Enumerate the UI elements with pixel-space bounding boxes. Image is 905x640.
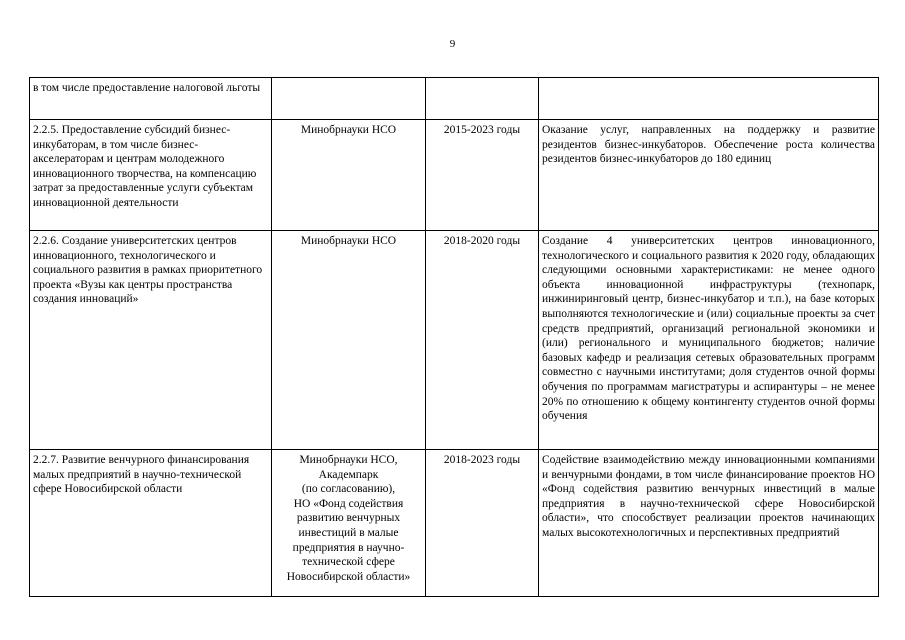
period-cell (426, 120, 539, 231)
result-cell (539, 231, 879, 450)
period-text: 2018-2020 годы (443, 235, 521, 247)
period-text: 2015-2023 годы (443, 124, 521, 136)
result-text: Создание 4 университетских центров инновационного, технологического и социального развития к 2020 году, обладающих следующими основными характеристиками: не менее одного объекта инновационной инфраструктуры (технопарк, инжиниринговый центр, бизнес-инкубатор и т.п.), на базе которых выполняются технологические и (или) социальные проекты за счет средств предприятий, организаций региональной экономики и (или) регионального и муниципального бюджетов; наличие базовых кафедр и реализация сетевых образовательных программ совместно с научными институтами; доля студентов очной формы обучения по программам магистратуры и аспирантуры – не менее 20% по отношению к общему контингенту студентов очной формы обучения (542, 235, 875, 423)
task-text: 2.2.6. Создание университетских центров инновационного, технологического и социального развития в рамках приоритетного проекта «Вузы как центры пространства создания инноваций» (33, 235, 263, 306)
executor-cell (272, 450, 426, 597)
result-cell (539, 78, 879, 120)
executor-text: Минобрнауки НСО, Академпарк (по согласованию), НО «Фонд содействия развитию венчурных инвестиций в малые предприятия в научно-технической сфере Новосибирской области» (286, 454, 411, 583)
table-row (30, 231, 879, 450)
table-row (30, 78, 879, 120)
task-text: 2.2.5. Предоставление субсидий бизнес-инкубаторам, в том числе бизнес-акселераторам и центрам молодежного инновационного творчества, на компенсацию затрат за предоставленные услуги субъектам инновационной деятельности (33, 124, 257, 209)
activities-table (29, 77, 879, 597)
executor-cell (272, 231, 426, 450)
result-text: Содействие взаимодействию между инновационными компаниями и венчурными фондами, в том числе финансирование проектов НО «Фонд содействия развитию венчурных инвестиций в малые предприятия в научно-технической сфере Новосибирской области», что способствует реализации проектов начинающих малых высокотехнологичных и перспективных предприятий (542, 454, 875, 539)
table-row (30, 120, 879, 231)
period-cell (426, 78, 539, 120)
result-cell (539, 120, 879, 231)
task-cell (30, 78, 272, 120)
task-cell (30, 450, 272, 597)
table-row (30, 450, 879, 597)
executor-text: Минобрнауки НСО (300, 235, 397, 247)
executor-cell (272, 78, 426, 120)
task-cell (30, 120, 272, 231)
executor-text: Минобрнауки НСО (300, 124, 397, 136)
executor-cell (272, 120, 426, 231)
task-text: 2.2.7. Развитие венчурного финансирования малых предприятий в научно-технической сфере Новосибирской области (33, 454, 250, 496)
task-text: в том числе предоставление налоговой льготы (33, 82, 261, 94)
result-text: Оказание услуг, направленных на поддержку и развитие резидентов бизнес-инкубаторов. Обеспечение роста количества резидентов бизнес-инкубаторов до 180 единиц (542, 124, 875, 166)
task-cell (30, 231, 272, 450)
period-text: 2018-2023 годы (443, 454, 521, 466)
page-number: 9 (449, 38, 456, 50)
period-cell (426, 450, 539, 597)
result-cell (539, 450, 879, 597)
period-cell (426, 231, 539, 450)
